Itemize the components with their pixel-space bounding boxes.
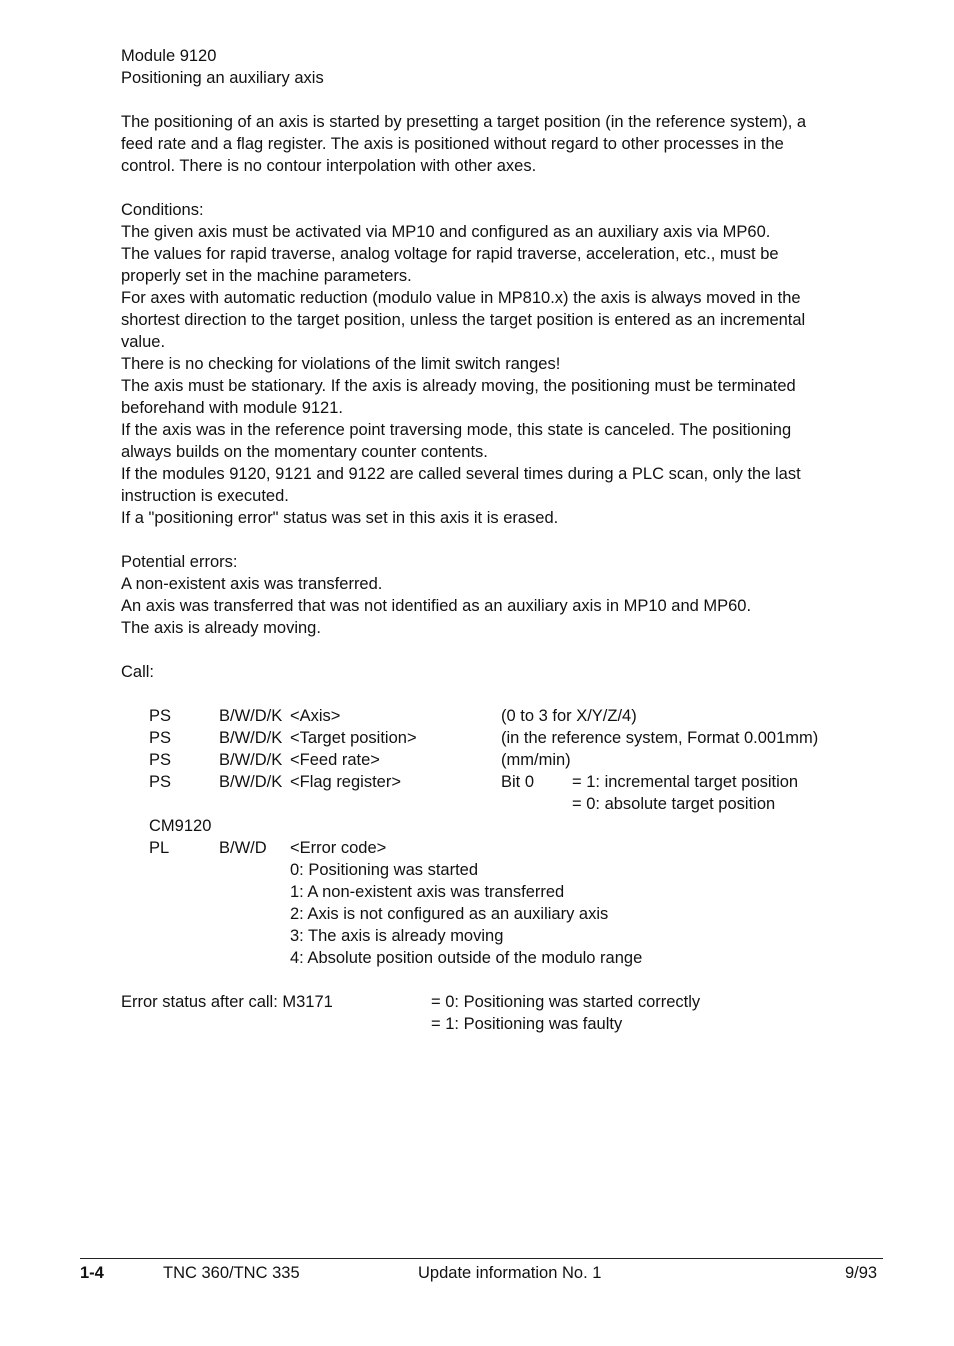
- footer-model: TNC 360/TNC 335: [163, 1264, 300, 1282]
- flag-value: = 0: absolute target position: [572, 795, 776, 813]
- call-type: B/W/D/K: [219, 707, 283, 725]
- error-code-row: [121, 947, 881, 969]
- errors-line: A non-existent axis was transferred.: [121, 575, 383, 593]
- call-desc: (in the reference system, Format 0.001mm): [501, 729, 819, 747]
- conditions-line: The given axis must be activated via MP10 and configured as an auxiliary axis via MP60.: [121, 223, 771, 241]
- conditions-line: The axis must be stationary. If the axis is already moving, the positioning must be terminated: [121, 377, 796, 395]
- call-ps-row: [121, 727, 881, 749]
- call-heading: Call:: [121, 663, 155, 681]
- page-number: 1-4: [80, 1264, 104, 1282]
- status-label: Error status after call: M3171: [121, 993, 333, 1011]
- call-ps-row: [121, 771, 881, 793]
- call-desc: Bit 0: [501, 773, 535, 791]
- conditions-line: always builds on the momentary counter contents.: [121, 443, 488, 461]
- call-param: <Target position>: [290, 729, 417, 747]
- call-desc: (0 to 3 for X/Y/Z/4): [501, 707, 637, 725]
- errors-line: An axis was transferred that was not identified as an auxiliary axis in MP10 and MP60.: [121, 597, 752, 615]
- conditions-line: The values for rapid traverse, analog voltage for rapid traverse, acceleration, etc., must be: [121, 245, 779, 263]
- module-title: Positioning an auxiliary axis: [121, 69, 324, 87]
- error-code: 3: The axis is already moving: [290, 927, 504, 945]
- call-module: CM9120: [149, 817, 212, 835]
- footer-update: Update information No. 1: [418, 1264, 602, 1282]
- call-op: PS: [149, 773, 172, 791]
- conditions-line: beforehand with module 9121.: [121, 399, 343, 417]
- call-ps-row: [121, 749, 881, 771]
- call-op: PS: [149, 707, 172, 725]
- call-param: <Axis>: [290, 707, 341, 725]
- conditions-line: If the axis was in the reference point traversing mode, this state is canceled. The positioning: [121, 421, 792, 439]
- intro-line: feed rate and a flag register. The axis is positioned without regard to other processes in the: [121, 135, 784, 153]
- status-row: [121, 1013, 881, 1035]
- intro-line: control. There is no contour interpolation with other axes.: [121, 157, 537, 175]
- errors-line: The axis is already moving.: [121, 619, 321, 637]
- call-pl-row: [121, 837, 881, 859]
- conditions-line: If a "positioning error" status was set in this axis it is erased.: [121, 509, 559, 527]
- module-number: Module 9120: [121, 47, 217, 65]
- call-param: <Flag register>: [290, 773, 401, 791]
- status-value: = 1: Positioning was faulty: [431, 1015, 623, 1033]
- call-ps-row: [121, 705, 881, 727]
- call-type: B/W/D: [219, 839, 267, 857]
- conditions-line: instruction is executed.: [121, 487, 289, 505]
- call-flag-row: [121, 793, 881, 815]
- call-op: PL: [149, 839, 170, 857]
- error-code: 1: A non-existent axis was transferred: [290, 883, 565, 901]
- error-code: 4: Absolute position outside of the modulo range: [290, 949, 643, 967]
- call-type: B/W/D/K: [219, 773, 283, 791]
- status-value: = 0: Positioning was started correctly: [431, 993, 701, 1011]
- call-type: B/W/D/K: [219, 751, 283, 769]
- conditions-line: If the modules 9120, 9121 and 9122 are called several times during a PLC scan, only the last: [121, 465, 801, 483]
- error-code-row: [121, 859, 881, 881]
- error-code: 0: Positioning was started: [290, 861, 479, 879]
- call-param: <Error code>: [290, 839, 387, 857]
- page-content: [121, 45, 881, 1035]
- call-cm-row: [121, 815, 881, 837]
- footer-date: 9/93: [845, 1264, 878, 1282]
- conditions-line: properly set in the machine parameters.: [121, 267, 412, 285]
- errors-heading: Potential errors:: [121, 553, 238, 571]
- conditions-line: value.: [121, 333, 166, 351]
- error-code-row: [121, 881, 881, 903]
- status-row: [121, 991, 881, 1013]
- error-code-row: [121, 903, 881, 925]
- call-param: <Feed rate>: [290, 751, 380, 769]
- flag-value: = 1: incremental target position: [572, 773, 799, 791]
- error-code: 2: Axis is not configured as an auxiliary axis: [290, 905, 609, 923]
- footer-divider: [80, 1258, 883, 1259]
- call-op: PS: [149, 751, 172, 769]
- error-code-row: [121, 925, 881, 947]
- conditions-line: There is no checking for violations of the limit switch ranges!: [121, 355, 561, 373]
- call-desc: (mm/min): [501, 751, 571, 769]
- call-type: B/W/D/K: [219, 729, 283, 747]
- call-op: PS: [149, 729, 172, 747]
- conditions-line: For axes with automatic reduction (modulo value in MP810.x) the axis is always moved in the: [121, 289, 801, 307]
- conditions-line: shortest direction to the target position, unless the target position is entered as an incremental: [121, 311, 806, 329]
- intro-line: The positioning of an axis is started by presetting a target position (in the reference system), a: [121, 113, 807, 131]
- conditions-heading: Conditions:: [121, 201, 204, 219]
